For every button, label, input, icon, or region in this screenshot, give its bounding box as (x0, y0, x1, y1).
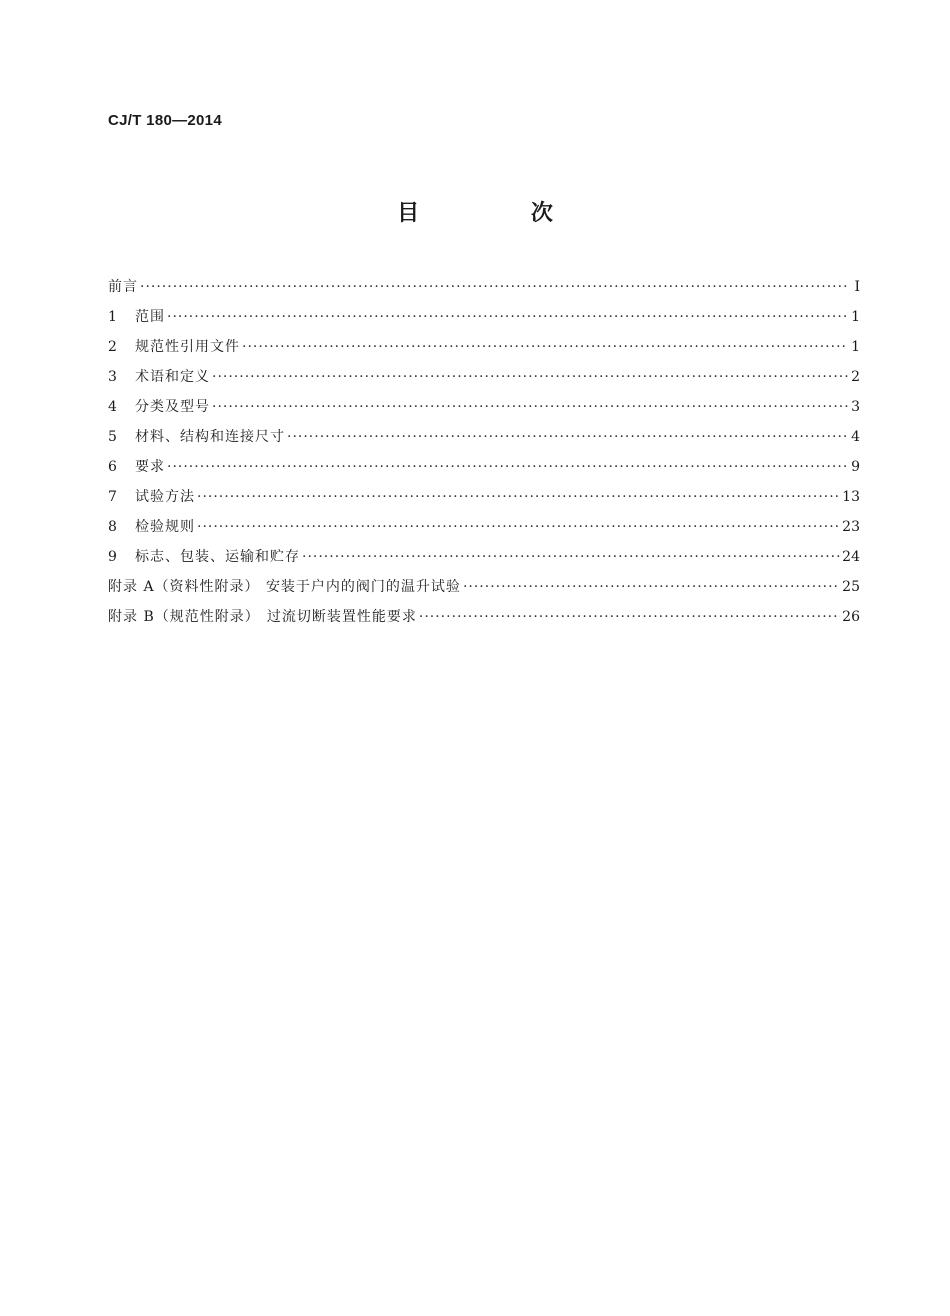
toc-appendix-prefix: 附录 A（资料性附录） (108, 579, 260, 595)
toc-leader (419, 606, 840, 628)
toc-appendix-a[interactable] (108, 576, 860, 606)
toc-entry-page: 2 (851, 369, 860, 385)
toc-entry-number: 8 (108, 519, 117, 535)
toc-appendix-prefix: 附录 B（规范性附录） (108, 609, 260, 625)
toc-entry-1[interactable] (108, 306, 860, 336)
table-of-contents (108, 276, 860, 636)
toc-entry-label: 规范性引用文件 (135, 339, 240, 355)
toc-leader (167, 306, 848, 328)
toc-appendix-b[interactable] (108, 606, 860, 636)
toc-entry-label: 术语和定义 (135, 369, 210, 385)
toc-entry-label: 试验方法 (135, 489, 195, 505)
toc-entry-label: 前言 (108, 279, 138, 295)
toc-entry-number: 1 (108, 309, 117, 325)
toc-entry-page: 3 (851, 399, 860, 415)
toc-entry-page: 1 (851, 309, 860, 325)
toc-entry-page: I (854, 279, 860, 295)
toc-leader (302, 546, 840, 568)
toc-entry-label: 要求 (135, 459, 165, 475)
toc-entry-label: 范围 (135, 309, 165, 325)
toc-entry-label: 检验规则 (135, 519, 195, 535)
toc-entry-4[interactable] (108, 396, 860, 426)
toc-leader (197, 516, 840, 538)
toc-leader (212, 396, 848, 418)
toc-entry-8[interactable] (108, 516, 860, 546)
toc-entry-6[interactable] (108, 456, 860, 486)
toc-leader (463, 576, 840, 598)
toc-entry-label: 材料、结构和连接尺寸 (135, 429, 285, 445)
toc-entry-page: 1 (851, 339, 860, 355)
toc-appendix-label: 安装于户内的阀门的温升试验 (265, 579, 461, 595)
toc-entry-page: 4 (851, 429, 860, 445)
toc-appendix-label: 过流切断装置性能要求 (266, 609, 417, 625)
standard-code: CJ/T 180—2014 (108, 112, 222, 129)
toc-entry-number: 4 (108, 399, 117, 415)
toc-appendix-page: 26 (842, 609, 860, 625)
toc-leader (167, 456, 848, 478)
toc-entry-number: 6 (108, 459, 117, 475)
toc-entry-page: 24 (842, 549, 860, 565)
toc-entry-number: 7 (108, 489, 117, 505)
toc-entry-label: 分类及型号 (135, 399, 210, 415)
toc-entry-number: 5 (108, 429, 117, 445)
toc-leader (197, 486, 840, 508)
toc-appendix-page: 25 (842, 579, 860, 595)
toc-leader (287, 426, 848, 448)
toc-entry-label: 标志、包装、运输和贮存 (135, 549, 300, 565)
toc-leader (212, 366, 848, 388)
toc-entry-page: 23 (842, 519, 860, 535)
toc-entry-number: 3 (108, 369, 117, 385)
toc-entry-7[interactable] (108, 486, 860, 516)
toc-entry-9[interactable] (108, 546, 860, 576)
toc-entry-number: 9 (108, 549, 117, 565)
page-title: 目 次 (397, 201, 605, 226)
toc-entry-page: 9 (851, 459, 860, 475)
toc-entry-number: 2 (108, 339, 117, 355)
toc-entry-5[interactable] (108, 426, 860, 456)
toc-entry-foreword[interactable] (108, 276, 860, 306)
toc-entry-3[interactable] (108, 366, 860, 396)
toc-leader (242, 336, 848, 358)
toc-leader (140, 276, 848, 298)
toc-entry-page: 13 (842, 489, 860, 505)
toc-entry-2[interactable] (108, 336, 860, 366)
